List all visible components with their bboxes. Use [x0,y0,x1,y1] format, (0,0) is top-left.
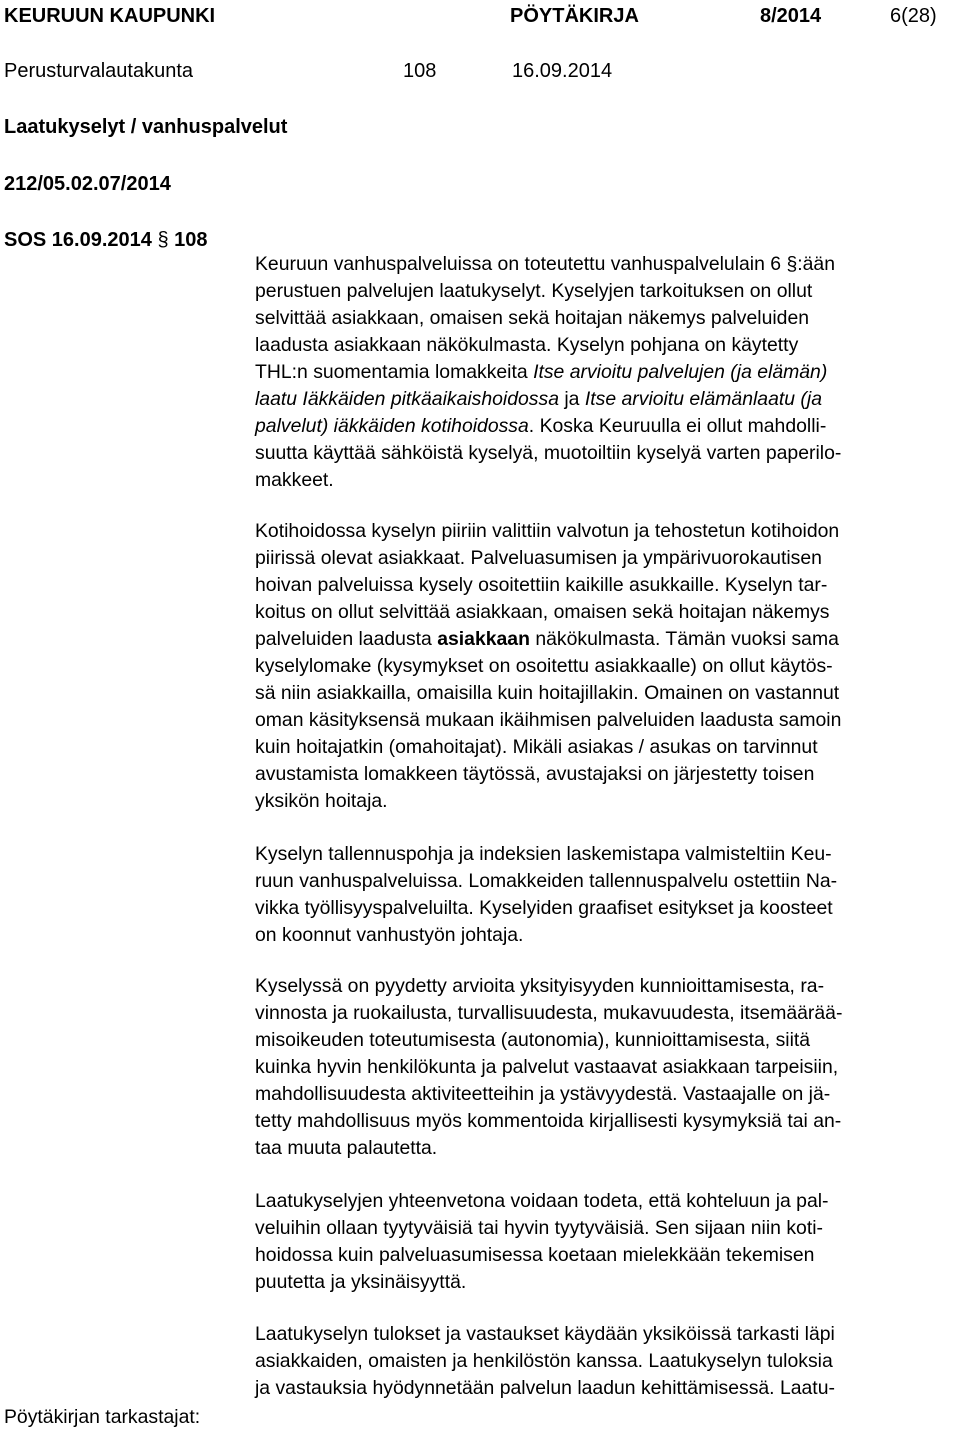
text-line: perustuen palvelujen laatukyselyt. Kyselyjen tarkoituksen on ollut [255,280,813,302]
meeting-date: 16.09.2014 [512,60,613,82]
text-line: hoivan palveluissa kysely osoitettiin kaikille asukkaille. Kyselyn tar- [255,574,828,596]
text-line: Laatukyselyjen yhteenvetona voidaan todeta, että kohteluun ja pal- [255,1190,829,1212]
text-line: yksikön hoitaja. [255,790,388,812]
text-line: selvittää asiakkaan, omaisen sekä hoitajan näkemys palveluiden [255,307,810,329]
text-line: koitus on ollut selvittää asiakkaan, omaisen sekä hoitajan näkemys [255,601,830,623]
text-line: ruun vanhuspalveluissa. Lomakkeiden tallennuspalvelu ostettiin Na- [255,870,838,892]
text-line: veluihin ollaan tyytyväisiä tai hyvin tyytyväisiä. Sen sijaan niin koti- [255,1217,823,1239]
text-line: Laatukyselyn tulokset ja vastaukset käydään yksiköissä tarkasti läpi [255,1323,835,1345]
text-line: Keuruun vanhuspalveluissa on toteutettu vanhuspalvelulain 6 §:ään [255,253,836,275]
text-line: kuin hoitajatkin (omahoitajat). Mikäli asiakas / asukas on tarvinnut [255,736,818,758]
text-line: palvelut) iäkkäiden kotihoidossa. Koska Keuruulla ei ollut mahdolli- [255,415,827,437]
board-name: Perusturvalautakunta [4,60,194,82]
text-line: sä niin asiakkailla, omaisilla kuin hoitajillakin. Omainen on vastannut [255,682,840,704]
reference-number: 212/05.02.07/2014 [4,173,171,195]
text-line: Kotihoidossa kyselyn piiriin valittiin valvotun ja tehostetun kotihoidon [255,520,840,542]
text-line: ja vastauksia hyödynnetään palvelun laadun kehittämisessä. Laatu- [255,1377,835,1399]
checkers-label: Pöytäkirjan tarkastajat: [4,1406,201,1428]
text-line: suutta käyttää sähköistä kyselyä, muotoiltiin kyselyä varten paperilo- [255,442,842,464]
text-line: THL:n suomentamia lomakkeita Itse arvioitu palvelujen (ja elämän) [255,361,828,383]
text-line: Kyselyssä on pyydetty arvioita yksityisyyden kunnioittamisesta, ra- [255,975,825,997]
section-number: 108 [403,60,437,82]
text-line: tetty mahdollisuus myös kommentoida kirjallisesti kysymyksiä tai an- [255,1110,842,1132]
text-line: misoikeuden toteutumisesta (autonomia), kunnioittamisesta, siitä [255,1029,811,1051]
text-line: on koonnut vanhustyön johtaja. [255,924,524,946]
text-line: asiakkaiden, omaisten ja henkilöstön kanssa. Laatukyselyn tuloksia [255,1350,833,1372]
text-line: hoidossa kuin palveluasumisessa koetaan mielekkään tekemisen [255,1244,815,1266]
org-name: KEURUUN KAUPUNKI [4,5,216,27]
text-line: kuinka hyvin henkilökunta ja palvelut vastaavat asiakkaan tarpeisiin, [255,1056,839,1078]
text-line: vinnosta ja ruokailusta, turvallisuudesta, mukavuudesta, itsemäärää- [255,1002,843,1024]
page-title: Laatukyselyt / vanhuspalvelut [4,116,288,138]
text-line: vikka työllisyyspalveluilta. Kyselyiden graafiset esitykset ja koosteet [255,897,833,919]
text-line: avustamista lomakkeen täytössä, avustajaksi on järjestetty toisen [255,763,815,785]
text-line: palveluiden laadusta asiakkaan näkökulmasta. Tämän vuoksi sama [255,628,839,650]
text-line: puutetta ja yksinäisyyttä. [255,1271,467,1293]
text-line: kyselylomake (kysymykset on osoitettu asiakkaalle) on ollut käytös- [255,655,833,677]
text-line: mahdollisuudesta aktiviteetteihin ja ystävyydestä. Vastaajalle on jä- [255,1083,831,1105]
doc-type: PÖYTÄKIRJA [510,5,639,27]
text-line: laatu Iäkkäiden pitkäaikaishoidossa ja Itse arvioitu elämänlaatu (ja [255,388,822,410]
text-line: piirissä olevat asiakkaat. Palveluasumisen ja ympärivuorokautisen [255,547,822,569]
text-line: laadusta asiakkaan näkökulmasta. Kyselyn pohjana on käytetty [255,334,799,356]
text-line: makkeet. [255,469,334,491]
doc-number: 8/2014 [760,5,822,27]
page-number: 6(28) [890,5,937,27]
text-line: taa muuta palautetta. [255,1137,438,1159]
sos-reference: SOS 16.09.2014 § 108 [4,229,208,251]
text-line: Kyselyn tallennuspohja ja indeksien laskemistapa valmisteltiin Keu- [255,843,832,865]
text-line: oman käsityksensä mukaan ikäihmisen palveluiden laadusta samoin [255,709,842,731]
